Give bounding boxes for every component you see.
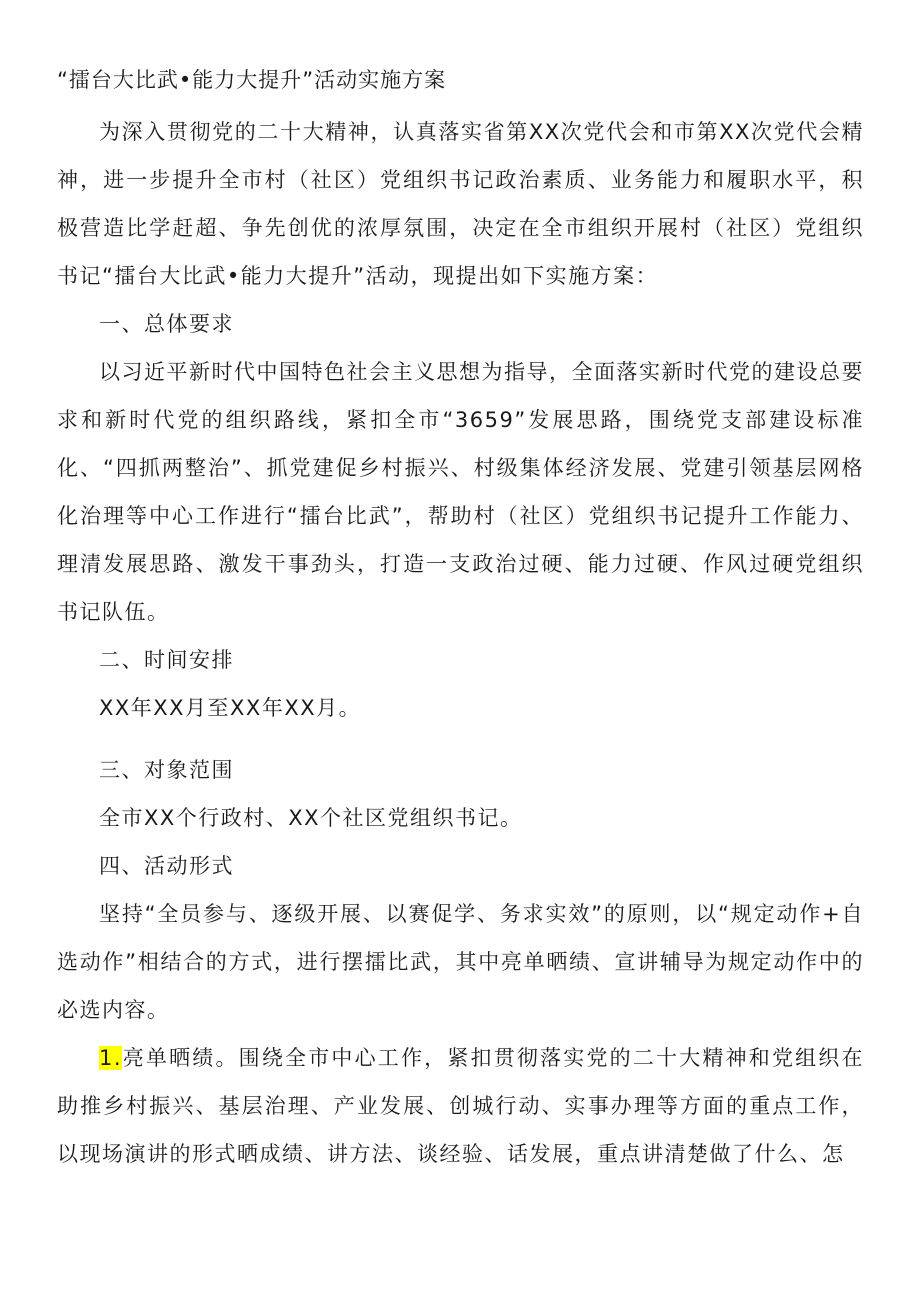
section-heading-schedule: 二、时间安排 — [99, 648, 234, 672]
item-1-paragraph — [57, 1034, 864, 1178]
section-body-scope: 全市XX个行政村、XX个社区党组织书记。 — [99, 806, 523, 830]
spacer — [57, 732, 864, 746]
section-heading-scope: 三、对象范围 — [99, 758, 234, 782]
section-heading-general-requirements: 一、总体要求 — [99, 312, 234, 336]
item-1-number: 1. — [99, 1046, 123, 1070]
intro-paragraph: 为深入贯彻党的二十大精神，认真落实省第XX次党代会和市第XX次党代会精神，进一步提升全市村（社区）党组织书记政治素质、业务能力和履职水平，积极营造比学赶超、争先创优的浓厚氛围，决定在全市组织开展村（社区）党组织书记“擂台大比武•能力大提升”活动，现提出如下实施方案： — [57, 120, 864, 288]
section-heading-activity-form: 四、活动形式 — [99, 854, 234, 878]
item-1-text: 亮单晒绩。围绕全市中心工作，紧扣贯彻落实党的二十大精神和党组织在助推乡村振兴、基层治理、产业发展、创城行动、实事办理等方面的重点工作，以现场演讲的形式晒成绩、讲方法、谈经验、话发展，重点讲清楚做了什么、怎 — [57, 1046, 864, 1166]
document-title: “擂台大比武•能力大提升”活动实施方案 — [57, 68, 447, 92]
section-body-activity-form: 坚持“全员参与、逐级开展、以赛促学、务求实效”的原则，以“规定动作+自选动作”相结合的方式，进行摆擂比武，其中亮单晒绩、宣讲辅导为规定动作中的必选内容。 — [57, 902, 864, 1022]
section-body-schedule: XX年XX月至XX年XX月。 — [99, 696, 362, 720]
section-body-general-requirements: 以习近平新时代中国特色社会主义思想为指导，全面落实新时代党的建设总要求和新时代党的组织路线，紧扣全市“3659”发展思路，围绕党支部建设标准化、“四抓两整治”、抓党建促乡村振兴、村级集体经济发展、党建引领基层网格化治理等中心工作进行“擂台比武”，帮助村（社区）党组织书记提升工作能力、理清发展思路、激发干事劲头，打造一支政治过硬、能力过硬、作风过硬党组织书记队伍。 — [57, 360, 864, 624]
